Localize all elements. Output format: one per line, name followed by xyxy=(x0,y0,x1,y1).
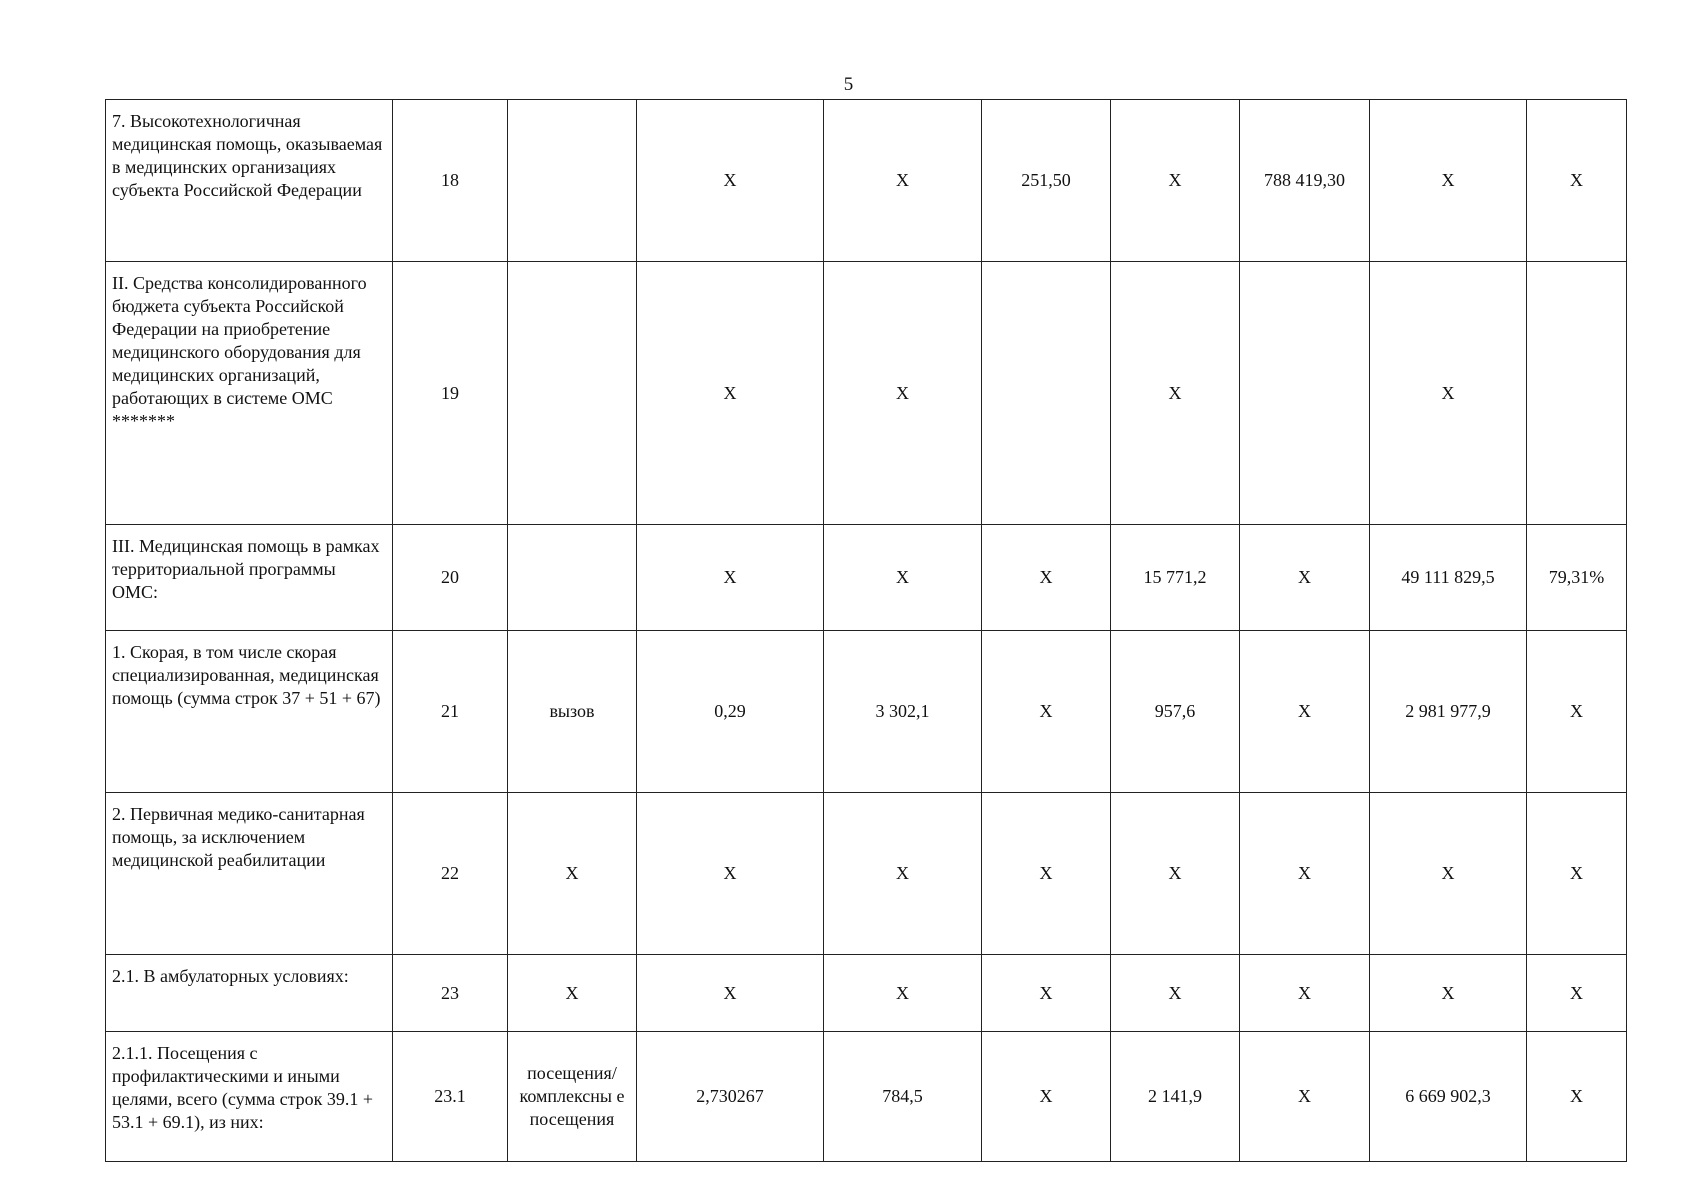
row-line-number: 21 xyxy=(393,631,508,793)
page-number: 5 xyxy=(843,74,854,95)
cell-col8: X xyxy=(1240,1032,1370,1162)
cell-col9: X xyxy=(1370,262,1527,525)
cell-col7: X xyxy=(1111,955,1240,1032)
cell-col5: X xyxy=(824,955,982,1032)
cell-col10: X xyxy=(1527,793,1627,955)
row-name: 1. Скорая, в том числе скорая специализированная, медицинская помощь (сумма строк 37 + 51 + 67) xyxy=(106,631,393,793)
cell-col6: X xyxy=(982,631,1111,793)
cell-col9: 6 669 902,3 xyxy=(1370,1032,1527,1162)
cell-col6: 251,50 xyxy=(982,100,1111,262)
row-unit: X xyxy=(508,955,637,1032)
table-row xyxy=(106,955,1627,1032)
cell-col6: X xyxy=(982,793,1111,955)
cell-col4: 0,29 xyxy=(637,631,824,793)
row-line-number: 19 xyxy=(393,262,508,525)
cell-col9: X xyxy=(1370,955,1527,1032)
table-row xyxy=(106,1032,1627,1162)
cell-col4: X xyxy=(637,955,824,1032)
cell-col9: 2 981 977,9 xyxy=(1370,631,1527,793)
cell-col5: X xyxy=(824,525,982,631)
cell-col10: X xyxy=(1527,631,1627,793)
row-name: 2.1.1. Посещения с профилактическими и иными целями, всего (сумма строк 39.1 + 53.1 + 69.1), из них: xyxy=(106,1032,393,1162)
row-name: 2.1. В амбулаторных условиях: xyxy=(106,955,393,1032)
cell-col10 xyxy=(1527,262,1627,525)
row-name: II. Средства консолидированного бюджета субъекта Российской Федерации на приобретение медицинского оборудования для медицинских организаций, работающих в системе ОМС ******* xyxy=(106,262,393,525)
cell-col8: X xyxy=(1240,525,1370,631)
cell-col8 xyxy=(1240,262,1370,525)
cell-col7: X xyxy=(1111,793,1240,955)
row-line-number: 22 xyxy=(393,793,508,955)
cell-col5: X xyxy=(824,262,982,525)
cell-col6: X xyxy=(982,955,1111,1032)
cell-col9: X xyxy=(1370,100,1527,262)
cell-col4: X xyxy=(637,262,824,525)
cell-col6: X xyxy=(982,1032,1111,1162)
cell-col5: X xyxy=(824,100,982,262)
cell-col8: 788 419,30 xyxy=(1240,100,1370,262)
cell-col4: X xyxy=(637,525,824,631)
cell-col8: X xyxy=(1240,955,1370,1032)
cell-col10: 79,31% xyxy=(1527,525,1627,631)
cell-col8: X xyxy=(1240,631,1370,793)
row-unit xyxy=(508,262,637,525)
cell-col10: X xyxy=(1527,1032,1627,1162)
cell-col9: X xyxy=(1370,793,1527,955)
cell-col5: X xyxy=(824,793,982,955)
budget-table xyxy=(105,99,1627,1162)
table-row xyxy=(106,262,1627,525)
cell-col6: X xyxy=(982,525,1111,631)
cell-col4: 2,730267 xyxy=(637,1032,824,1162)
cell-col7: 15 771,2 xyxy=(1111,525,1240,631)
row-line-number: 20 xyxy=(393,525,508,631)
cell-col9: 49 111 829,5 xyxy=(1370,525,1527,631)
row-line-number: 18 xyxy=(393,100,508,262)
cell-col10: X xyxy=(1527,955,1627,1032)
table-row xyxy=(106,100,1627,262)
cell-col8: X xyxy=(1240,793,1370,955)
row-name: 7. Высокотехнологичная медицинская помощь, оказываемая в медицинских организациях субъекта Российской Федерации xyxy=(106,100,393,262)
cell-col7: 957,6 xyxy=(1111,631,1240,793)
cell-col5: 784,5 xyxy=(824,1032,982,1162)
row-name: 2. Первичная медико-санитарная помощь, за исключением медицинской реабилитации xyxy=(106,793,393,955)
cell-col10: X xyxy=(1527,100,1627,262)
table-row xyxy=(106,631,1627,793)
row-unit xyxy=(508,525,637,631)
cell-col4: X xyxy=(637,793,824,955)
cell-col5: 3 302,1 xyxy=(824,631,982,793)
row-line-number: 23.1 xyxy=(393,1032,508,1162)
cell-col7: X xyxy=(1111,100,1240,262)
row-unit: вызов xyxy=(508,631,637,793)
cell-col7: 2 141,9 xyxy=(1111,1032,1240,1162)
row-unit: посещения/ комплексны е посещения xyxy=(508,1032,637,1162)
table-row xyxy=(106,525,1627,631)
cell-col6 xyxy=(982,262,1111,525)
row-line-number: 23 xyxy=(393,955,508,1032)
cell-col4: X xyxy=(637,100,824,262)
table-row xyxy=(106,793,1627,955)
row-unit: X xyxy=(508,793,637,955)
cell-col7: X xyxy=(1111,262,1240,525)
row-unit xyxy=(508,100,637,262)
row-name: III. Медицинская помощь в рамках территориальной программы ОМС: xyxy=(106,525,393,631)
